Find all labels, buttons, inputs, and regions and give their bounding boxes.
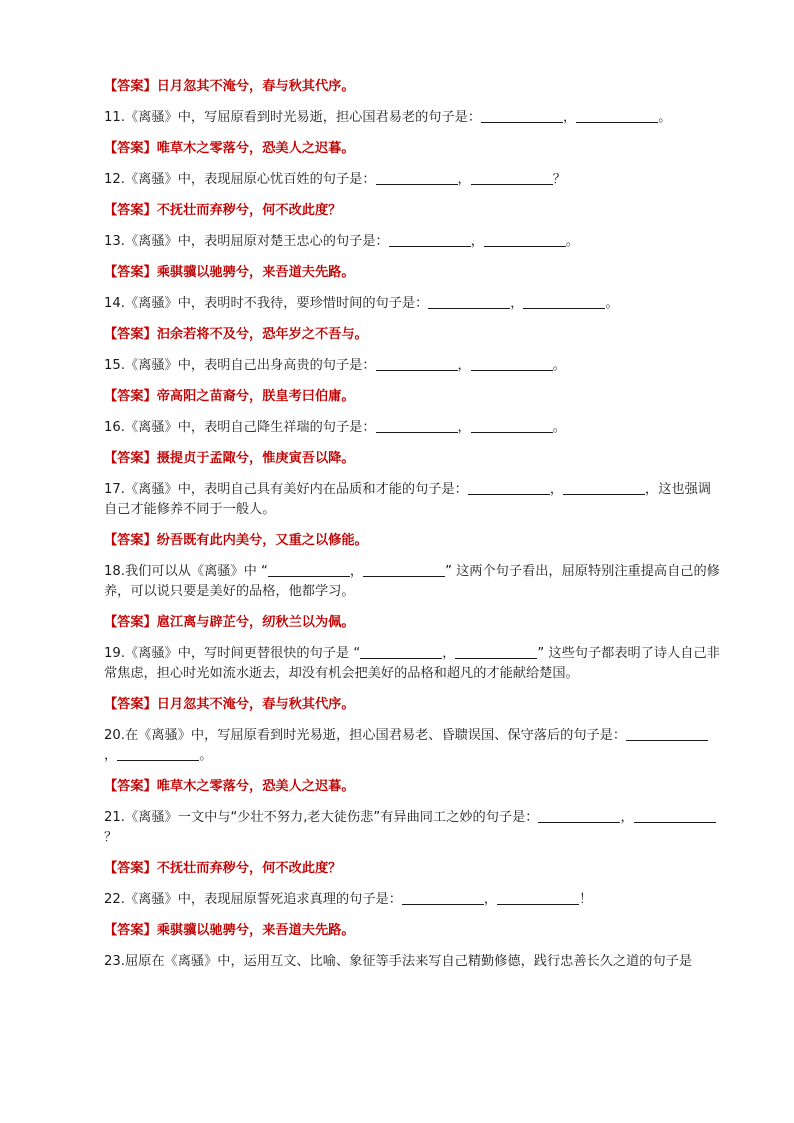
question-line <box>104 890 720 910</box>
answer-text: 唯草木之零落兮，恐美人之迟暮。 <box>156 779 355 794</box>
question-text: ， <box>104 748 118 763</box>
answer-text: 乘骐骥以驰骋兮，来吾道夫先路。 <box>156 923 355 938</box>
question-line <box>104 170 720 190</box>
answer-tag: 【答案】 <box>104 451 157 466</box>
question-text: ！ <box>579 892 593 907</box>
question-text: ， <box>620 810 634 825</box>
answer-tag: 【答案】 <box>104 615 157 630</box>
question-text: 20.在《离骚》中，写屈原看到时光易逝，担心国君易老、昏聩误国、保守落后的句子是： <box>104 728 627 743</box>
question-line <box>104 726 720 766</box>
answer-blank <box>626 726 708 741</box>
answer-line <box>104 859 720 879</box>
question-text: 。 <box>552 420 566 435</box>
question-text: ” 这两个句子看出，屈原特别注重提高自己的修养，可以说只要是美好的品格，他都学习。 <box>104 564 720 599</box>
answer-text: 日月忽其不淹兮，春与秋其代序。 <box>156 79 355 94</box>
answer-text: 帝高阳之苗裔兮，朕皇考曰伯庸。 <box>156 389 355 404</box>
answer-text: 汩余若将不及兮，恐年岁之不吾与。 <box>156 327 368 342</box>
question-text: ，这也强调自己才能修养不同于一般人。 <box>104 482 711 517</box>
question-line <box>104 480 720 520</box>
question-line <box>104 808 720 848</box>
answer-tag: 【答案】 <box>104 533 157 548</box>
question-line <box>104 232 720 252</box>
answer-tag: 【答案】 <box>104 79 157 94</box>
answer-tag: 【答案】 <box>104 203 157 218</box>
question-text: ， <box>457 172 471 187</box>
question-text: 22.《离骚》中，表现屈原誓死追求真理的句子是： <box>104 892 402 907</box>
answer-line <box>104 139 720 159</box>
answer-blank <box>402 890 484 905</box>
answer-blank <box>428 294 510 309</box>
question-line <box>104 952 720 972</box>
answer-blank <box>471 356 553 371</box>
question-list <box>104 77 720 983</box>
question-text: 。 <box>658 110 672 125</box>
question-text: 。 <box>605 296 619 311</box>
answer-blank <box>538 808 620 823</box>
answer-line <box>104 449 720 469</box>
answer-blank <box>471 170 553 185</box>
question-text: 13.《离骚》中，表明屈原对楚王忠心的句子是： <box>104 234 389 249</box>
answer-tag: 【答案】 <box>104 923 157 938</box>
answer-blank <box>523 294 605 309</box>
question-text: ， <box>470 234 484 249</box>
question-text: ？ <box>552 172 566 187</box>
answer-text: 日月忽其不淹兮，春与秋其代序。 <box>156 697 355 712</box>
answer-line <box>104 777 720 797</box>
question-text: ， <box>549 482 564 497</box>
question-text: 。 <box>565 234 580 249</box>
answer-line <box>104 695 720 715</box>
question-text: ， <box>442 646 456 661</box>
answer-text: 扈江离与辟芷兮，纫秋兰以为佩。 <box>156 615 355 630</box>
question-text: 。 <box>552 358 566 373</box>
answer-text: 唯草木之零落兮，恐美人之迟暮。 <box>156 141 355 156</box>
answer-blank <box>563 480 645 495</box>
answer-line <box>104 921 720 941</box>
question-text: ？ <box>104 830 118 845</box>
answer-line <box>104 201 720 221</box>
question-line <box>104 562 720 602</box>
answer-blank <box>455 644 537 659</box>
question-text: 。 <box>199 748 213 763</box>
answer-blank <box>389 232 471 247</box>
question-text: 11.《离骚》中，写屈原看到时光易逝，担心国君易老的句子是： <box>104 110 482 125</box>
answer-blank <box>481 108 563 123</box>
answer-tag: 【答案】 <box>104 327 157 342</box>
question-text: 12.《离骚》中，表现屈原心忧百姓的句子是： <box>104 172 376 187</box>
question-text: ， <box>457 420 471 435</box>
answer-blank <box>576 108 658 123</box>
answer-blank <box>634 808 716 823</box>
answer-blank <box>376 170 458 185</box>
question-line <box>104 418 720 438</box>
answer-text: 不抚壮而弃秽兮，何不改此度？ <box>156 861 342 876</box>
question-line <box>104 356 720 376</box>
answer-line <box>104 77 720 97</box>
question-text: ， <box>483 892 498 907</box>
answer-text: 乘骐骥以驰骋兮，来吾道夫先路。 <box>156 265 355 280</box>
question-line <box>104 294 720 314</box>
question-text: 23.屈原在《离骚》中，运用互文、比喻、象征等手法来写自己精勤修德，践行忠善长久之道的句子是 <box>104 954 693 969</box>
answer-line <box>104 325 720 345</box>
question-text: 19.《离骚》中，写时间更替很快的句子是 “ <box>104 646 361 661</box>
answer-blank <box>363 562 445 577</box>
answer-blank <box>376 418 458 433</box>
question-text: ， <box>457 358 471 373</box>
question-text: 15.《离骚》中，表明自己出身高贵的句子是： <box>104 358 376 373</box>
answer-text: 纷吾既有此内美兮，又重之以修能。 <box>156 533 368 548</box>
answer-blank <box>117 746 199 761</box>
question-text: ， <box>510 296 524 311</box>
answer-tag: 【答案】 <box>104 265 157 280</box>
question-text: 14.《离骚》中，表明时不我待，要珍惜时间的句子是： <box>104 296 429 311</box>
answer-blank <box>360 644 442 659</box>
answer-blank <box>497 890 579 905</box>
question-text: ， <box>563 110 577 125</box>
answer-line <box>104 387 720 407</box>
answer-blank <box>471 418 553 433</box>
answer-blank <box>268 562 350 577</box>
question-text: 18.我们可以从《离骚》中 “ <box>104 564 268 579</box>
question-line <box>104 108 720 128</box>
answer-text: 不抚壮而弃秽兮，何不改此度？ <box>156 203 342 218</box>
question-text: ” 这些句子都表明了诗人自己非常焦虑，担心时光如流水逝去，却没有机会把美好的品格和超凡的才能献给楚国。 <box>104 646 720 681</box>
answer-tag: 【答案】 <box>104 779 157 794</box>
answer-blank <box>484 232 566 247</box>
answer-blank <box>468 480 550 495</box>
question-text: 16.《离骚》中，表明自己降生祥瑞的句子是： <box>104 420 376 435</box>
answer-line <box>104 263 720 283</box>
answer-line <box>104 613 720 633</box>
question-text: 17.《离骚》中，表明自己具有美好内在品质和才能的句子是： <box>104 482 468 497</box>
answer-blank <box>376 356 458 371</box>
answer-tag: 【答案】 <box>104 861 157 876</box>
answer-text: 摄提贞于孟陬兮，惟庚寅吾以降。 <box>156 451 355 466</box>
answer-tag: 【答案】 <box>104 389 157 404</box>
question-text: ， <box>349 564 364 579</box>
answer-line <box>104 531 720 551</box>
answer-tag: 【答案】 <box>104 141 157 156</box>
question-line <box>104 644 720 684</box>
question-text: 21.《离骚》一文中与“少壮不努力,老大徒伤悲”有异曲同工之妙的句子是： <box>104 810 539 825</box>
answer-tag: 【答案】 <box>104 697 157 712</box>
